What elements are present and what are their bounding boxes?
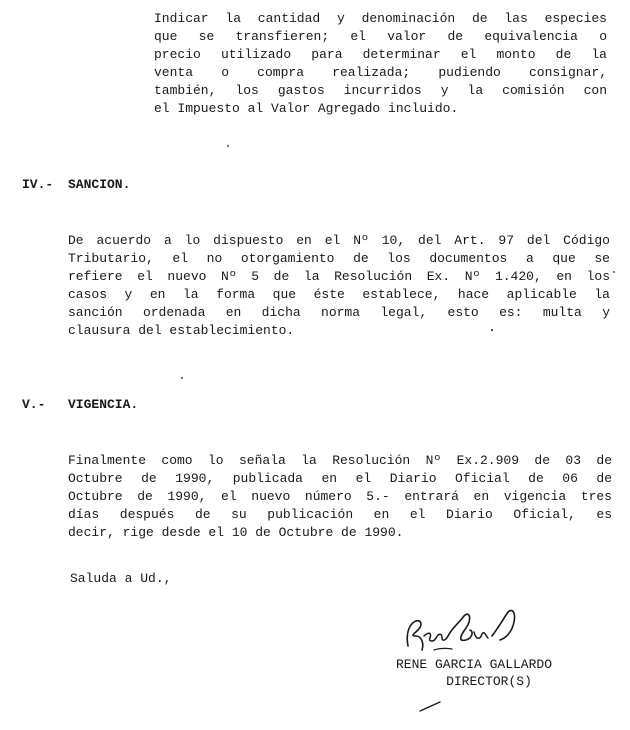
salutation: Saluda a Ud.,	[70, 571, 172, 586]
section-heading-sancion	[22, 176, 130, 194]
intro-line: el Impuesto al Valor Agregado incluido.	[154, 101, 459, 116]
pen-stroke-mark	[418, 698, 444, 714]
vigencia-paragraph	[68, 452, 612, 542]
section-number: IV.-	[22, 177, 54, 192]
intro-line: venta o compra realizada; pudiendo consignar,	[154, 65, 607, 80]
signer-title: DIRECTOR(S)	[446, 674, 532, 689]
handwritten-signature	[400, 606, 530, 658]
scan-speck	[226, 144, 230, 148]
intro-line: que se transfieren; el valor de equivalencia o	[154, 29, 607, 44]
section-number: V.-	[22, 397, 46, 412]
vigencia-line: Octubre de 1990, el nuevo número 5.- entrará en vigencia tres	[68, 489, 612, 504]
scan-speck	[180, 376, 184, 380]
sancion-line: De acuerdo a lo dispuesto en el Nº 10, del Art. 97 del Código	[68, 233, 610, 248]
sancion-line: refiere el nuevo Nº 5 de la Resolución Ex. Nº 1.420, en los	[68, 269, 610, 284]
intro-paragraph	[154, 10, 607, 118]
sancion-line: clausura del establecimiento.	[68, 323, 295, 338]
sancion-line: sanción ordenada en dicha norma legal, esto es: multa y	[68, 305, 610, 320]
signer-block	[384, 656, 564, 690]
sancion-line: Tributario, el no otorgamiento de los documentos a que se	[68, 251, 610, 266]
vigencia-line: decir, rige desde el 10 de Octubre de 1990.	[68, 525, 404, 540]
section-title: SANCION.	[68, 177, 131, 192]
sancion-line: casos y en la forma que éste establece, hace aplicable la	[68, 287, 610, 302]
sancion-paragraph	[68, 232, 610, 340]
vigencia-line: Finalmente como lo señala la Resolución Nº Ex.2.909 de 03 de	[68, 453, 612, 468]
intro-line: precio utilizado para determinar el monto de la	[154, 47, 607, 62]
scan-speck	[490, 328, 494, 332]
vigencia-line: días después de su publicación en el Diario Oficial, es	[68, 507, 612, 522]
intro-line: también, los gastos incurridos y la comisión con	[154, 83, 607, 98]
signer-name: RENE GARCIA GALLARDO	[395, 657, 553, 672]
section-title: VIGENCIA.	[68, 397, 139, 412]
vigencia-line: Octubre de 1990, publicada en el Diario Oficial de 06 de	[68, 471, 612, 486]
intro-line: Indicar la cantidad y denominación de las especies	[154, 11, 607, 26]
section-heading-vigencia	[22, 396, 138, 414]
scan-speck	[612, 270, 616, 274]
